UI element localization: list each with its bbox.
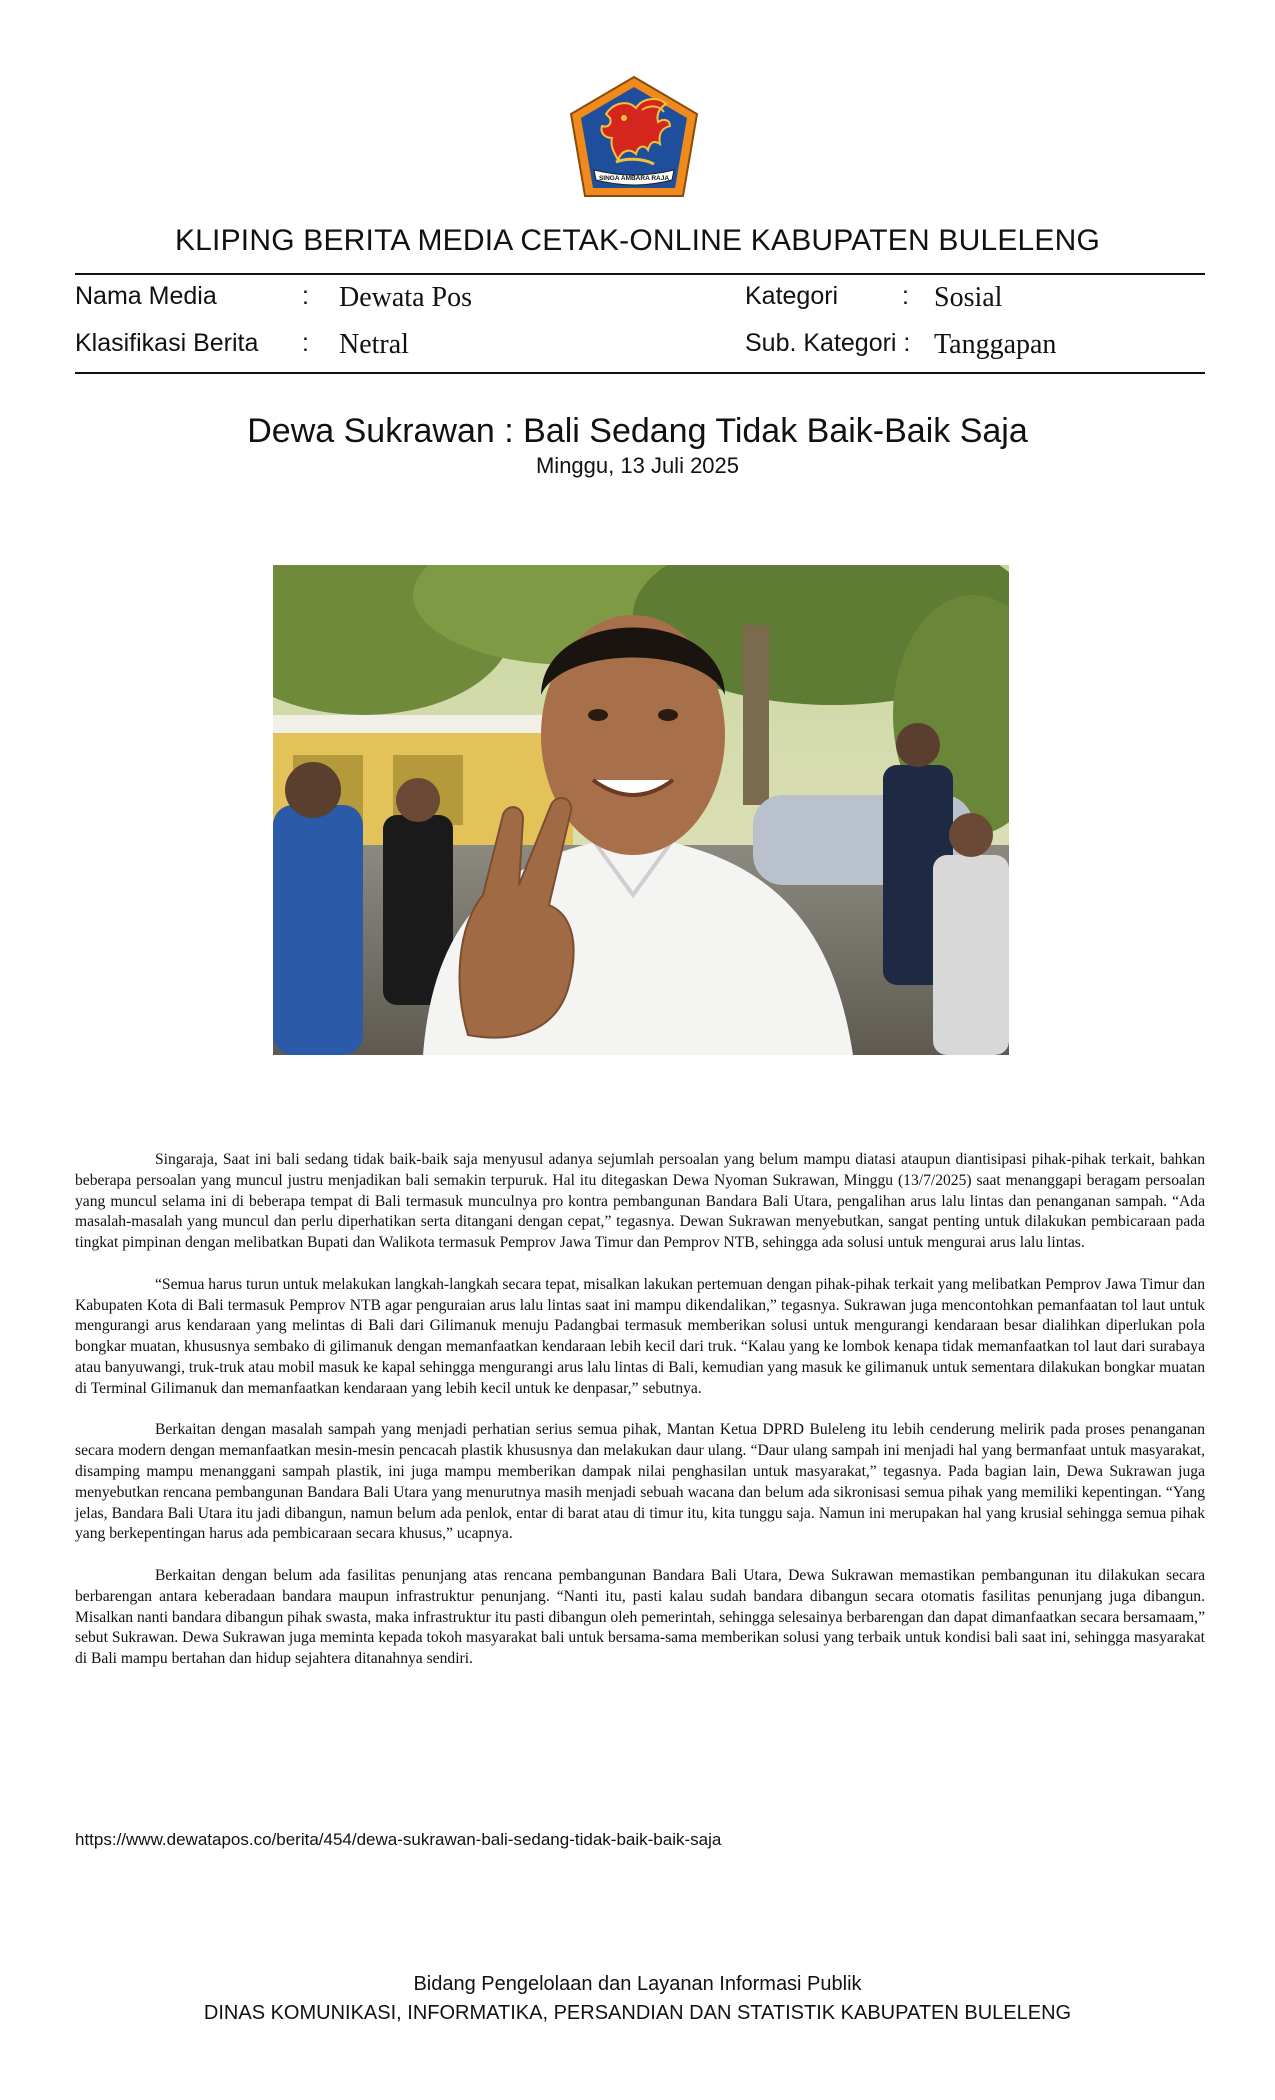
article-paragraph: Singaraja, Saat ini bali sedang tidak baik-baik saja menyusul adanya sejumlah persoalan yang belum mampu diatasi ataupun diantisipasi pihak-pihak terkait, bahkan beberapa persoalan yang muncul justru menjadikan bali semakin terpuruk. Hal itu ditegaskan Dewa Nyoman Sukrawan, Minggu (13/7/2025) saat menanggapi beragam persoalan yang muncul selama ini di beberapa tempat di Bali termasuk munculnya pro kontra pembangunan Bandara Bali Utara, pengalihan arus lalu lintas dan penanganan sampah. “Ada masalah-masalah yang muncul dan perlu diperhatikan serta ditangani dengan cepat,” tegasnya. Dewan Sukrawan menyebutkan, sangat penting untuk dilakukan pembicaraan pada tingkat pimpinan dengan melibatkan Bupati dan Walikota termasuk Pemprov Jawa Timur dan Pemprov NTB, sehingga ada solusi untuk mengurai arus lalu lintas. [75, 1151, 1205, 1252]
article-photo [273, 565, 1009, 1055]
meta-colon: : [902, 282, 909, 310]
article-paragraph: Berkaitan dengan masalah sampah yang menjadi perhatian serius semua pihak, Mantan Ketua DPRD Buleleng itu lebih cenderung melirik pada proses penanganan secara modern dengan memanfaatkan mesin-mesin pencacah plastik khususnya dan melakukan daur ulang. “Daur ulang sampah ini menjadi hal yang bermanfaat untuk masyarakat, disamping mampu menanggani sampah plastik, ini juga mampu memberikan dampak nilai penghasilan untuk masyarakat,” tegasnya. Pada bagian lain, Dewa Sukrawan juga menyebutkan rencana pembangunan Bandara Bali Utara yang menurutnya masih menjadi sebuah wacana dan belum ada sikronisasi semua pihak yang memiliki kepentingan. “Yang jelas, Bandara Bali Utara itu jadi dibangun, namun belum ada penlok, entar di barat atau di timur itu, kita tunggu saja. Namun ini merupakan hal yang krusial sehingga semua pihak yang berkepentingan harus ada pembicaraan secara khusus,” ucapnya. [75, 1421, 1205, 1543]
article-paragraph: “Semua harus turun untuk melakukan langkah-langkah secara tepat, misalkan lakukan pertemuan dengan pihak-pihak terkait yang melibatkan Pemprov Jawa Timur dan Kabupaten Kota di Bali termasuk Pemprov NTB agar penguraian arus lalu lintas saat ini mampu dikendalikan,” tegasnya. Sukrawan juga mencontohkan pemanfaatan tol laut untuk mengurangi arus kendaraan yang melintas di Bali dari Gilimanuk menuju Padangbai termasuk memberikan solusi untuk mengurangi kendaraan besar dialihkan diperlukan pola bongkar muatan, khususnya sembako di gilimanuk dengan memanfaatkan kendaraan lebih kecil dari truk. “Kalau yang ke lombok kenapa tidak memanfaatkan tol laut dari surabaya atau banyuwangi, truk-truk atau mobil masuk ke kapal sehingga mengurangi arus lalu lintas di Bali, kemudian yang masuk ke gilimanuk untuk sementara dilakukan bongkar muatan di Terminal Gilimanuk dan memanfaatkan kendaraan yang lebih kecil untuk ke denpasar,” sebutnya. [75, 1275, 1205, 1397]
meta-colon: : [302, 282, 309, 310]
klasifikasi-berita-label: Klasifikasi Berita [75, 329, 259, 357]
sub-kategori-value: Tanggapan [934, 329, 1057, 360]
logo-caption: SINGA AMBARA RAJA [598, 175, 670, 182]
footer-department: Bidang Pengelolaan dan Layanan Informasi Publik [413, 1973, 862, 1995]
article-paragraph: Berkaitan dengan belum ada fasilitas penunjang atas rencana pembangunan Bandara Bali Utara, Dewa Sukrawan memastikan pembangunan itu dilakukan secara berbarengan antara keberadaan bandara maupun infrastruktur penunjang. “Nanti itu, pasti kalau sudah bandara dibangun secara otomatis fasilitas penunjang juga dibangun. Misalkan nanti bandara dibangun pihak swasta, maka infrastruktur itu pasti dibangun oleh pemerintah, sehingga selesainya berbarengan dan dapat dimanfaatkan secara bersamaam,” sebut Sukrawan. Dewa Sukrawan juga meminta kepada tokoh masyarakat bali untuk bersama-sama memberikan solusi yang terbaik untuk kondisi bali saat ini, sehingga masyarakat di Bali mampu bertahan dan hidup sejahtera ditanahnya sendiri. [75, 1566, 1205, 1668]
document-header-title: KLIPING BERITA MEDIA CETAK-ONLINE KABUPATEN BULELENG [174, 224, 1101, 257]
kategori-value: Sosial [934, 282, 1003, 313]
klasifikasi-berita-value: Netral [339, 329, 409, 360]
sub-kategori-label: Sub. Kategori : [745, 329, 911, 357]
buleleng-crest-logo [566, 74, 702, 200]
footer-agency: DINAS KOMUNIKASI, INFORMATIKA, PERSANDIAN DAN STATISTIK KABUPATEN BULELENG [203, 2002, 1072, 2024]
nama-media-value: Dewata Pos [339, 282, 472, 313]
article-date: Minggu, 13 Juli 2025 [535, 453, 740, 478]
header-rule-top [75, 273, 1205, 275]
kategori-label: Kategori [745, 282, 839, 310]
article-body [75, 1150, 1205, 1691]
article-title: Dewa Sukrawan : Bali Sedang Tidak Baik-Baik Saja [247, 412, 1028, 450]
meta-colon: : [302, 329, 309, 357]
source-link[interactable]: https://www.dewatapos.co/berita/454/dewa-sukrawan-bali-sedang-tidak-baik-baik-saja [75, 1830, 722, 1849]
nama-media-label: Nama Media [75, 282, 217, 310]
header-rule-bottom [75, 372, 1205, 374]
